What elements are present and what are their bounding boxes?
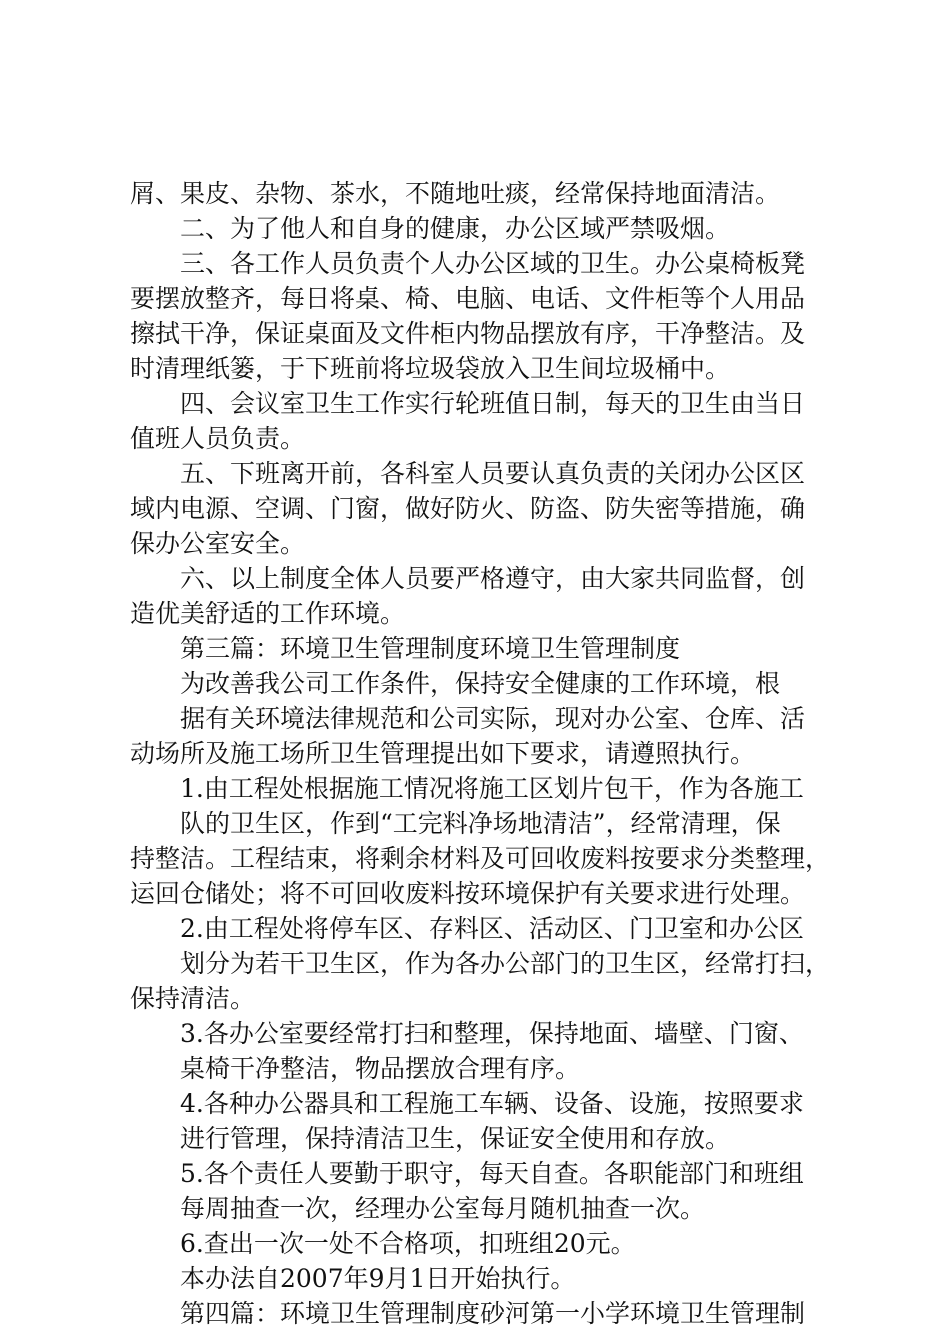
text-line: 运回仓储处；将不可回收废料按环境保护有关要求进行处理。 xyxy=(130,879,806,908)
text-line: 值班人员负责。 xyxy=(130,424,306,453)
text-line: 要摆放整齐，每日将桌、椅、电脑、电话、文件柜等个人用品 xyxy=(130,284,806,313)
text-line: 第四篇：环境卫生管理制度砂河第一小学环境卫生管理制 xyxy=(180,1299,806,1328)
text-line: 时清理纸篓，于下班前将垃圾袋放入卫生间垃圾桶中。 xyxy=(130,354,731,383)
document-body xyxy=(130,176,840,1331)
text-line: 1.由工程处根据施工情况将施工区划片包干，作为各施工 xyxy=(180,774,804,803)
text-line: 6.查出一次一处不合格项，扣班组20元。 xyxy=(180,1229,636,1258)
text-line: 队的卫生区，作到“工完料净场地清洁”，经常清理，保 xyxy=(180,809,781,838)
text-line: 为改善我公司工作条件，保持安全健康的工作环境，根 xyxy=(180,669,781,698)
text-line: 屑、果皮、杂物、茶水，不随地吐痰，经常保持地面清洁。 xyxy=(130,179,781,208)
text-line: 4.各种办公器具和工程施工车辆、设备、设施，按照要求 xyxy=(180,1089,804,1118)
text-line: 保持清洁。 xyxy=(130,984,256,1013)
text-line: 保办公室安全。 xyxy=(130,529,306,558)
text-line: 四、会议室卫生工作实行轮班值日制，每天的卫生由当日 xyxy=(180,389,806,418)
text-line: 每周抽查一次，经理办公室每月随机抽查一次。 xyxy=(180,1194,706,1223)
text-line: 本办法自2007年9月1日开始执行。 xyxy=(180,1264,576,1293)
text-line: 第三篇：环境卫生管理制度环境卫生管理制度 xyxy=(180,634,681,663)
text-line: 二、为了他人和自身的健康，办公区域严禁吸烟。 xyxy=(180,214,731,243)
text-line: 造优美舒适的工作环境。 xyxy=(130,599,406,628)
text-line: 3.各办公室要经常打扫和整理，保持地面、墙壁、门窗、 xyxy=(180,1019,804,1048)
text-line: 六、以上制度全体人员要严格遵守，由大家共同监督，创 xyxy=(180,564,806,593)
text-line: 域内电源、空调、门窗，做好防火、防盗、防失密等措施，确 xyxy=(130,494,806,523)
text-line: 进行管理，保持清洁卫生，保证安全使用和存放。 xyxy=(180,1124,731,1153)
text-line: 据有关环境法律规范和公司实际，现对办公室、仓库、活 xyxy=(180,704,806,733)
text-line: 三、各工作人员负责个人办公区域的卫生。办公桌椅板凳 xyxy=(180,249,806,278)
text-line: 擦拭干净，保证桌面及文件柜内物品摆放有序，干净整洁。及 xyxy=(130,319,806,348)
text-line: 持整洁。工程结束，将剩余材料及可回收废料按要求分类整理， xyxy=(130,844,831,873)
text-line: 桌椅干净整洁，物品摆放合理有序。 xyxy=(180,1054,581,1083)
text-line: 动场所及施工场所卫生管理提出如下要求，请遵照执行。 xyxy=(130,739,756,768)
text-line: 2.由工程处将停车区、存料区、活动区、门卫室和办公区 xyxy=(180,914,804,943)
text-line: 划分为若干卫生区，作为各办公部门的卫生区，经常打扫， xyxy=(180,949,831,978)
text-line: 5.各个责任人要勤于职守，每天自查。各职能部门和班组 xyxy=(180,1159,804,1188)
text-line: 五、下班离开前，各科室人员要认真负责的关闭办公区区 xyxy=(180,459,806,488)
